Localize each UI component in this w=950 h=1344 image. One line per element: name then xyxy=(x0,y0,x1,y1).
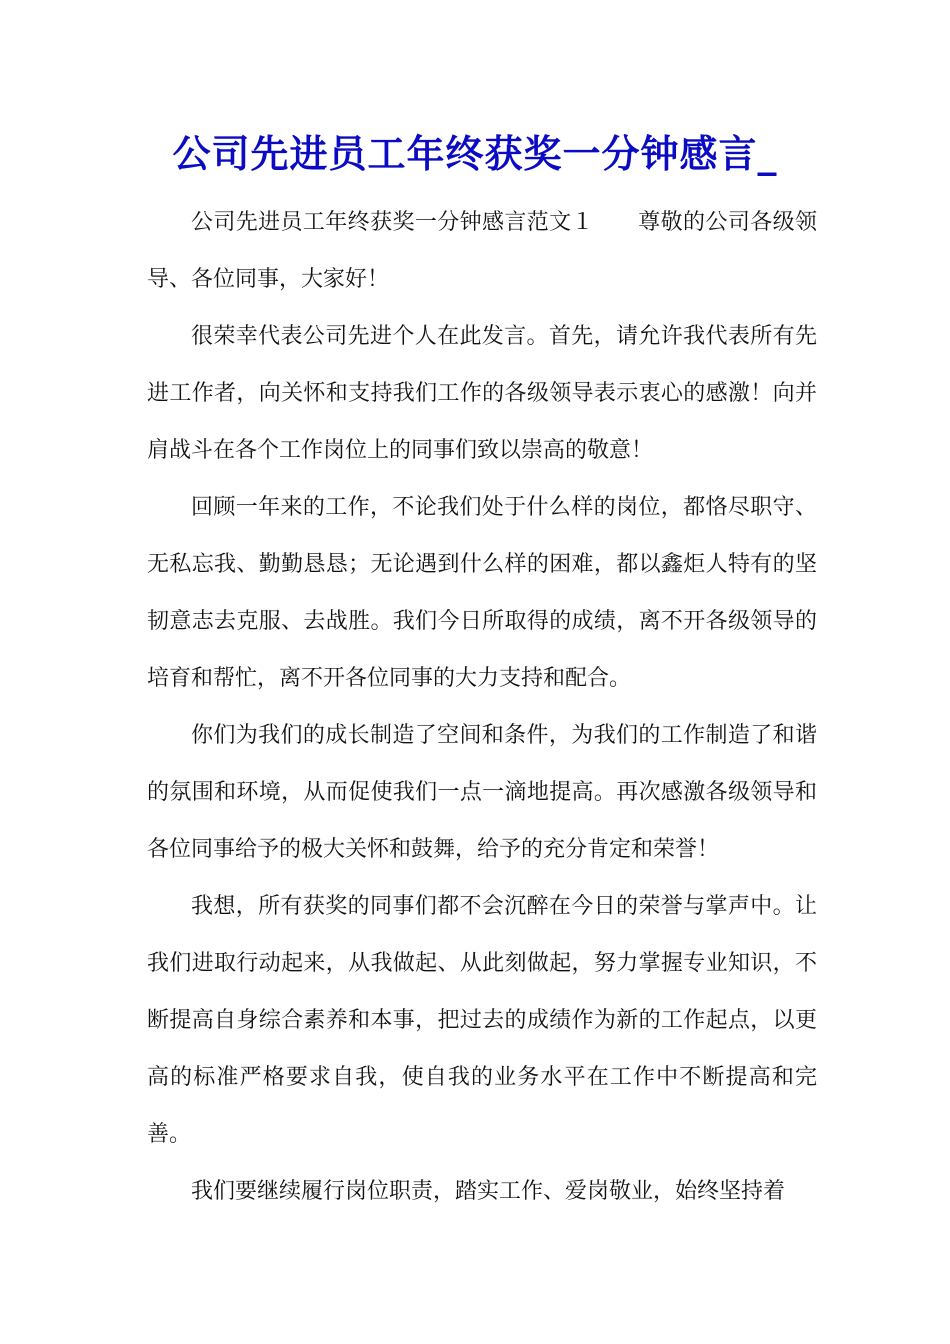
document-title: 公司先进员工年终获奖一分钟感言_ xyxy=(172,131,778,176)
document-body xyxy=(147,194,817,1220)
paragraph-6: 我们要继续履行岗位职责，踏实工作、爱岗敬业，始终坚持着 xyxy=(191,1179,786,1204)
paragraph-1-text: 尊敬的公司各级领导、各位同事，大家好！ xyxy=(147,210,817,292)
paragraph-3: 回顾一年来的工作，不论我们处于什么样的岗位，都恪尽职守、无私忘我、勤勤恳恳；无论遇到什么样的困难，都以鑫炬人特有的坚韧意志去克服、去战胜。我们今日所取得的成绩，离不开各级领导的培育和帮忙，离不开各位同事的大力支持和配合。 xyxy=(147,495,817,691)
paragraph-1 xyxy=(147,194,817,308)
paragraph-4: 你们为我们的成长制造了空间和条件，为我们的工作制造了和谐的氛围和环境，从而促使我们一点一滴地提高。再次感激各级领导和各位同事给予的极大关怀和鼓舞，给予的充分肯定和荣誉！ xyxy=(147,723,817,862)
paragraph-5: 我想，所有获奖的同事们都不会沉醉在今日的荣誉与掌声中。让我们进取行动起来，从我做起、从此刻做起，努力掌握专业知识，不断提高自身综合素养和本事，把过去的成绩作为新的工作起点，以更高的标准严格要求自我，使自我的业务水平在工作中不断提高和完善。 xyxy=(147,894,817,1147)
paragraph-2: 很荣幸代表公司先进个人在此发言。首先，请允许我代表所有先进工作者，向关怀和支持我们工作的各级领导表示衷心的感激！向并肩战斗在各个工作岗位上的同事们致以崇高的敬意！ xyxy=(147,324,817,463)
paragraph-1-lead: 公司先进员工年终获奖一分钟感言范文１ xyxy=(191,210,594,235)
